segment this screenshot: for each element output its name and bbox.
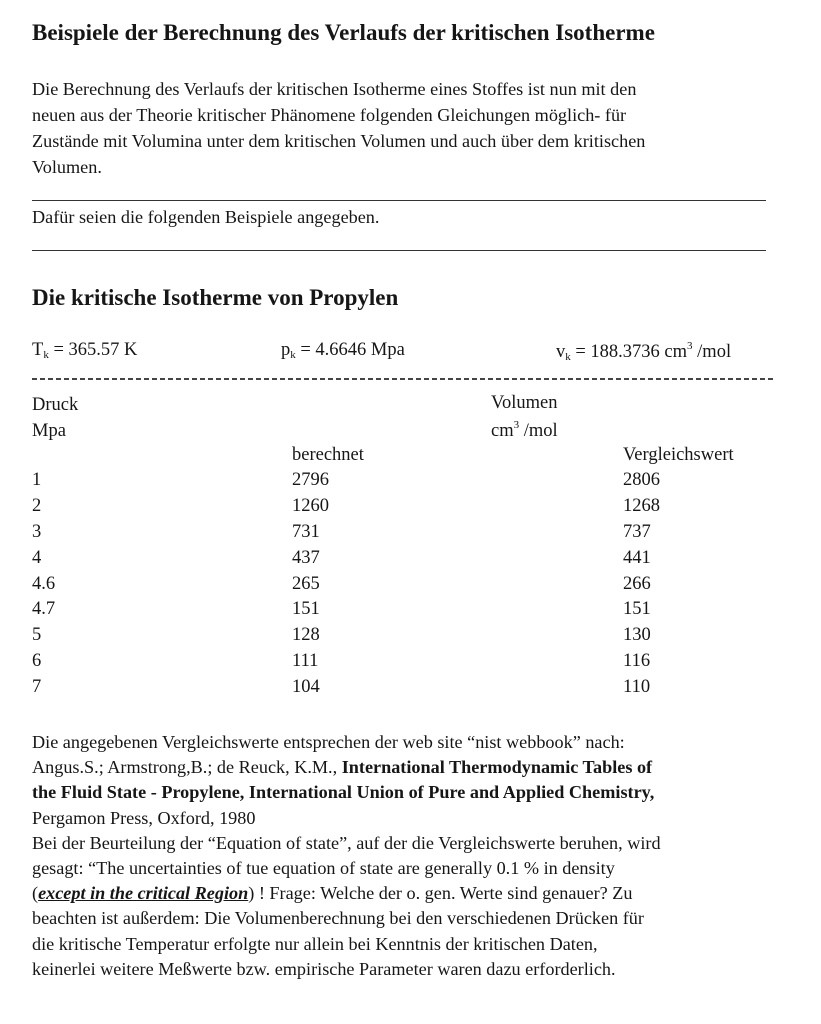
vergleich-cell: 116 (623, 651, 651, 671)
critical-temperature: $T_k = 365.57$ K (32, 340, 138, 361)
intro-paragraph (32, 76, 645, 180)
intro-line: Zustände mit Volumina unter dem kritischen Volumen und auch über dem kritischen (32, 131, 646, 151)
divider-bottom (32, 250, 766, 251)
druck-cell: 6 (32, 651, 42, 671)
closing-paragraph (32, 730, 802, 982)
druck-cell: 4.7 (32, 599, 56, 619)
vergleich-cell: 110 (623, 677, 651, 697)
closing-line: gesagt: “The uncertainties of tue equation of state are generally 0.1 % in density (32, 858, 615, 879)
closing-line: Bei der Beurteilung der “Equation of state”, auf der die Vergleichswerte beruhen, wird (32, 832, 661, 853)
berechnet-cell: 265 (292, 574, 320, 594)
divider-top (32, 200, 766, 201)
volumen-unit: $cm^3$ /mol (491, 419, 558, 441)
critical-volume: $v_k = 188.3736$ $cm^3$ /mol (556, 340, 732, 363)
intro-line: neuen aus der Theorie kritischer Phänomene folgenden Gleichungen möglich- für (32, 105, 627, 125)
closing-line: Angus.S.; Armstrong,B.; de Reuck, K.M., International Thermodynamic Tables of (32, 757, 653, 778)
page-title: Beispiele der Berechnung des Verlaufs der kritischen Isotherme (32, 20, 655, 45)
closing-line: beachten ist außerdem: Die Volumenberechnung bei den verschiedenen Drücken für (32, 908, 644, 929)
dashed-separator (32, 378, 774, 380)
vergleich-cell: 266 (623, 574, 651, 594)
vergleich-cell: 737 (623, 522, 651, 542)
druck-header: Druck (32, 395, 79, 415)
vergleichswert-header: Vergleichswert (623, 445, 734, 465)
druck-cell: 3 (32, 522, 42, 542)
druck-cell: 1 (32, 470, 42, 490)
emphasis-text: except in the critical Region (38, 883, 249, 904)
druck-unit: Mpa (32, 421, 66, 441)
berechnet-cell: 437 (292, 548, 320, 568)
berechnet-cell: 128 (292, 625, 320, 645)
berechnet-cell: 111 (292, 651, 319, 671)
closing-line: (except in the critical Region) ! Frage: Welche der o. gen. Werte sind genauer? Zu (32, 883, 633, 904)
druck-cell: 4.6 (32, 574, 56, 594)
closing-line: Pergamon Press, Oxford, 1980 (32, 807, 256, 828)
intro-line: Volumen. (32, 157, 102, 177)
closing-line: die kritische Temperatur erfolgte nur allein bei Kenntnis der kritischen Daten, (32, 933, 598, 954)
berechnet-cell: 151 (292, 599, 320, 619)
vergleich-cell: 441 (623, 548, 651, 568)
vergleich-cell: 2806 (623, 470, 660, 490)
berechnet-cell: 1260 (292, 496, 329, 516)
vergleich-cell: 1268 (623, 496, 660, 516)
berechnet-header: berechnet (292, 445, 364, 465)
closing-line: keinerlei weitere Meßwerte bzw. empirische Parameter waren dazu erforderlich. (32, 958, 616, 979)
examples-line: Dafür seien die folgenden Beispiele angegeben. (32, 207, 380, 227)
druck-cell: 4 (32, 548, 42, 568)
intro-line: Die Berechnung des Verlaufs der kritischen Isotherme eines Stoffes ist nun mit den (32, 79, 637, 99)
berechnet-cell: 2796 (292, 470, 329, 490)
closing-line: Die angegebenen Vergleichswerte entsprechen der web site “nist webbook” nach: (32, 732, 625, 752)
critical-pressure: $p_k = 4.6646$ Mpa (281, 340, 405, 361)
berechnet-cell: 731 (292, 522, 320, 542)
volumen-header: Volumen (491, 393, 558, 413)
druck-cell: 2 (32, 496, 42, 516)
closing-line: the Fluid State - Propylene, International Union of Pure and Applied Chemistry, (32, 782, 655, 803)
druck-cell: 7 (32, 677, 42, 697)
vergleich-cell: 151 (623, 599, 651, 619)
druck-cell: 5 (32, 625, 42, 645)
vergleich-cell: 130 (623, 625, 651, 645)
berechnet-cell: 104 (292, 677, 320, 697)
section-title: Die kritische Isotherme von Propylen (32, 285, 399, 310)
